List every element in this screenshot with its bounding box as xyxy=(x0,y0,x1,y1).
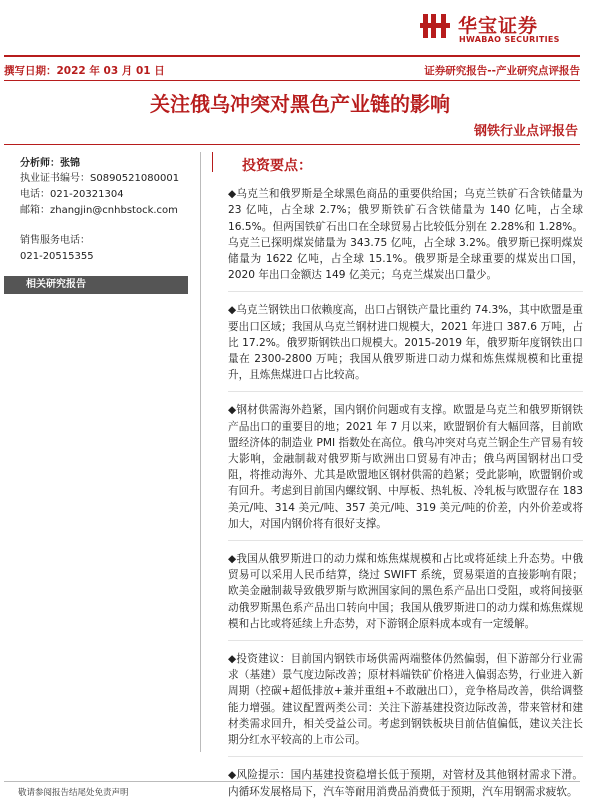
brand-name-cn: 华宝证券 xyxy=(458,15,539,37)
report-date: 撰写日期：2022 年 03 月 01 日 xyxy=(4,65,165,77)
paragraph-divider xyxy=(228,391,583,392)
highlight-paragraph-4: ◆我国从俄罗斯进口的动力煤和炼焦煤规模和占比或将延续上升态势。中俄贸易可以采用人民币结算，绕过 SWIFT 系统，贸易渠道的直接影响有限；欧美金融制裁导致俄罗斯与欧洲国家间的黑色系产品出口受阻，或将间接驱动俄罗斯黑色系产品出口转向中国；我国从俄罗斯进口的动力煤和炼焦煤规模和占比或将延续上升态势，对下游钢企原料成本或有一定缓解。 xyxy=(228,553,583,630)
highlights-heading: 投资要点： xyxy=(242,158,312,174)
footer-rule xyxy=(4,781,580,782)
highlight-paragraph-2: ◆乌克兰钢铁出口依赖度高，出口占钢铁产量比重约 74.3%，其中欧盟是重要出口区域；我国从乌克兰钢材进口规模大，2021 年进口 387.6 万吨，占比 17.2%。俄罗斯钢铁出口规模大。2015-2019 年，俄罗斯年度钢铁出口量在 2300-2800 万吨；我国从俄罗斯进口动力煤和炼焦煤规模和比重提升，且炼焦煤进口占比较高。 xyxy=(228,304,583,382)
highlight-paragraph-1: ◆乌克兰和俄罗斯是全球黑色商品的重要供给国；乌克兰铁矿石含铁储量为 23 亿吨，占全球 2.7%；俄罗斯铁矿石含铁储量为 140 亿吨，占全球 16.5%。但两国铁矿石出口在全球贸易占比较低分别在 2.28%和 1.28%。乌克兰已探明煤炭储量为 343.75 亿吨，占全球 3.2%。俄罗斯已探明煤炭储量为 1622 亿吨，占全球 15.1%。俄罗斯是全球重要的煤炭出口国，2020 年出口金额达 149 亿美元；乌克兰煤炭出口量少。 xyxy=(228,188,583,282)
heading-marker xyxy=(212,152,213,172)
highlight-paragraph-6: ◆风险提示：国内基建投资稳增长低于预期，对管材及其他钢材需求下滑。内循环发展格局下，汽车等耐用消费品消费低于预期，汽车用钢需求疲软。 xyxy=(228,769,583,798)
analyst-name: 分析师：张锦 xyxy=(20,158,80,169)
highlight-paragraph-3: ◆钢材供需海外趋紧，国内钢价问题或有支撑。欧盟是乌克兰和俄罗斯钢铁产品出口的重要目的地；2021 年 7 月以来，欧盟钢价有大幅回落，目前欧盟经济体的制造业 PMI 指数处在高位。俄乌冲突对乌克兰钢企生产冒易有较大影响，金融制裁对俄罗斯与欧洲出口贸易有冲击；俄乌两国钢材出口受阻，将推动海外、尤其是欧盟地区钢材供需的趋紧；受此影响，欧盟钢价或有回升。考虑到目前国内螺纹钢、中厚板、热轧板、冷轧板与欧盟存在 183 美元/吨、314 美元/吨、357 美元/吨、319 美元/吨的价差，内外价差或将加大，对国内钢价将有很好支撑。 xyxy=(228,404,583,530)
paragraph-divider xyxy=(228,291,583,292)
paragraph-divider xyxy=(228,640,583,641)
brand-logo xyxy=(420,8,580,48)
brand-name-en: HWABAO SECURITIES xyxy=(459,35,560,44)
header-rule xyxy=(4,55,580,57)
investment-highlights xyxy=(228,158,583,800)
paragraph-divider xyxy=(228,756,583,757)
analyst-email: 邮箱：zhangjin@cnhbstock.com xyxy=(20,205,178,216)
paragraph-divider xyxy=(228,540,583,541)
analyst-license: 执业证书编号：S0890521080001 xyxy=(20,173,180,184)
report-subtitle: 钢铁行业点评报告 xyxy=(473,124,578,139)
sales-label: 销售服务电话： xyxy=(20,235,90,246)
footer-disclaimer: 敬请参阅报告结尾处免责声明 xyxy=(18,788,129,798)
title-rule xyxy=(4,144,580,145)
column-divider xyxy=(200,152,201,752)
analyst-sidebar xyxy=(20,154,200,265)
sales-phone: 021-20515355 xyxy=(20,251,94,262)
hwabao-logo-icon xyxy=(420,10,452,42)
header-rule-thin xyxy=(4,80,580,81)
related-reports-tag: 相关研究报告 xyxy=(4,276,188,294)
report-title: 关注俄乌冲突对黑色产业链的影响 xyxy=(150,92,450,116)
report-type: 证券研究报告--产业研究点评报告 xyxy=(424,65,580,77)
highlight-paragraph-5: ◆投资建议：目前国内钢铁市场供需两端整体仍然偏弱，但下游部分行业需求（基建）景气度边际改善；原材料端铁矿价格进入偏弱态势，行业进入新周期（控碳+超低排放+兼并重组+不敢融出口），竞争格局改善，供给调整能力增强。建议配置两类公司：关注下游基建投资边际改善，带来管材和建材类需求回升，相关受益公司。考虑到钢铁板块目前估值偏低，建议关注长期分红水平较高的上市公司。 xyxy=(228,653,583,747)
analyst-phone: 电话：021-20321304 xyxy=(20,189,124,200)
